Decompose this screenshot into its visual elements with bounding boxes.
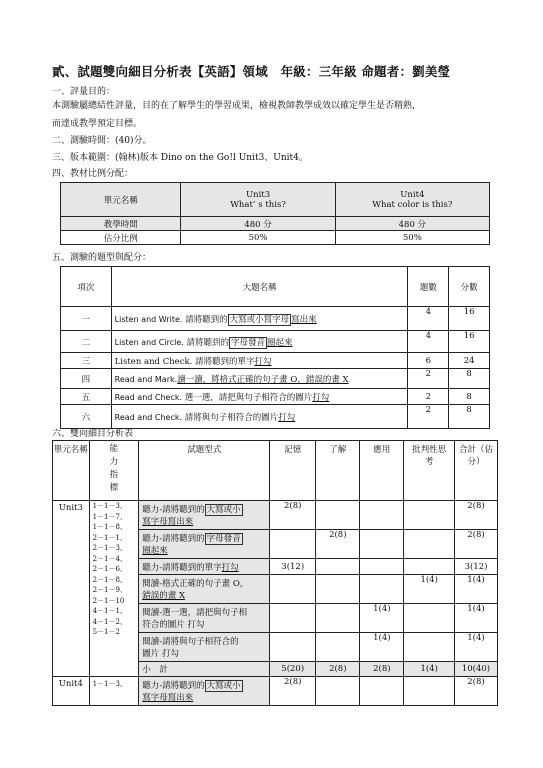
type-text-2: 圈起來 bbox=[142, 546, 168, 556]
type-header-text: 試題型式 bbox=[187, 445, 222, 455]
section-name bbox=[111, 307, 408, 331]
section-zh-end: 寫出來 bbox=[291, 314, 317, 325]
subtotal-memory: 5(20) bbox=[270, 662, 316, 677]
question-count: 2 bbox=[408, 369, 449, 389]
teaching-time-unit4: 480 分 bbox=[335, 217, 489, 231]
section-name bbox=[111, 369, 408, 389]
memory-value bbox=[270, 530, 316, 559]
section-en: Listen and Check. bbox=[114, 356, 193, 367]
question-count: 4 bbox=[408, 331, 449, 353]
understand-value bbox=[316, 559, 360, 575]
question-count: 2 bbox=[408, 405, 449, 429]
understand-value: 2(8) bbox=[316, 530, 360, 559]
page-title: 貳、試題雙向細目分析表【英語】領域 年級：三年級 命題者：劉美瑩 bbox=[52, 64, 451, 79]
subtotal-understand: 2(8) bbox=[316, 662, 360, 677]
section-3: 三、版本範圍：(翰林)版本 Dino on the Go!l Unit3、Unit4。 bbox=[52, 153, 308, 163]
indicator: 4－1－2、 bbox=[92, 617, 127, 626]
type-boxed: 大寫或小 bbox=[206, 505, 241, 515]
two-way-spec-table bbox=[52, 440, 498, 706]
section-underlined: 打勾 bbox=[278, 412, 296, 423]
question-type bbox=[139, 677, 270, 706]
indicator: 2－1－8、 bbox=[92, 575, 127, 584]
section-2: 二、測驗時間：(40)分。 bbox=[52, 136, 152, 146]
score-ratio-label: 佔分比例 bbox=[61, 231, 181, 245]
critical-value bbox=[404, 530, 455, 559]
section-name bbox=[111, 331, 408, 353]
apply-value bbox=[360, 559, 404, 575]
understand-header-text: 了解 bbox=[329, 445, 347, 455]
score-header: 分數 bbox=[449, 267, 490, 307]
section-en: Listen and Circle. bbox=[114, 337, 184, 347]
total-value: 1(4) bbox=[454, 575, 497, 604]
section-4-heading: 四、教材比例分配： bbox=[52, 169, 134, 179]
section-name bbox=[111, 353, 408, 369]
unit3-label: Unit3 bbox=[58, 503, 83, 513]
item-number: 六 bbox=[61, 405, 112, 429]
memory-value: 3(12) bbox=[270, 559, 316, 575]
ability-header-text: 能力指標 bbox=[109, 444, 119, 493]
total-value: 1(4) bbox=[454, 633, 497, 662]
total-value: 2(8) bbox=[454, 677, 497, 706]
subtotal-apply: 2(8) bbox=[360, 662, 404, 677]
table-row bbox=[61, 389, 490, 405]
understand-header bbox=[316, 441, 360, 501]
understand-value bbox=[316, 633, 360, 662]
section-en: Read and Check. bbox=[114, 392, 183, 402]
critical-header bbox=[404, 441, 455, 501]
subtotal-label: 小 計 bbox=[139, 662, 270, 677]
type-boxed: 大寫或小 bbox=[206, 681, 241, 691]
apply-header bbox=[360, 441, 404, 501]
total-value: 3(12) bbox=[454, 559, 497, 575]
apply-value bbox=[360, 677, 404, 706]
question-score: 24 bbox=[449, 353, 490, 369]
section-zh: 選一選，請把與句子相符合的圖片 bbox=[184, 392, 313, 403]
table-row bbox=[61, 369, 490, 389]
unit-name-header bbox=[53, 441, 90, 501]
question-type-table bbox=[60, 266, 490, 429]
indicator: 1－1－3、 bbox=[92, 502, 127, 510]
apply-value: 1(4) bbox=[360, 604, 404, 633]
unit4-cell bbox=[53, 677, 90, 706]
critical-header-text: 批判性思考 bbox=[412, 445, 447, 467]
item-header: 項次 bbox=[61, 267, 112, 307]
table-row bbox=[53, 677, 498, 706]
section-boxed: 大寫或小寫字母 bbox=[229, 314, 290, 325]
question-type bbox=[139, 575, 270, 604]
type-text: 閱讀-格式正確的句子畫 O， bbox=[142, 579, 249, 589]
teaching-time-unit3: 480 分 bbox=[181, 217, 335, 231]
memory-header bbox=[270, 441, 316, 501]
memory-header-text: 記憶 bbox=[284, 445, 302, 455]
indicator: 1－1－8、 bbox=[92, 523, 127, 531]
section-zh: 請將聽到的 bbox=[186, 337, 229, 348]
indicator: 1－1－3、 bbox=[92, 680, 127, 688]
unit3-cell bbox=[53, 501, 90, 677]
section-zh-end: 圈起來 bbox=[267, 337, 293, 348]
unit3-cell bbox=[181, 183, 335, 217]
unit3-question: What’ s this? bbox=[230, 199, 286, 210]
score-ratio-unit3: 50% bbox=[181, 231, 335, 245]
section-6-heading: 六、雙向細目分析表 bbox=[52, 429, 134, 439]
question-type bbox=[139, 604, 270, 633]
question-type bbox=[139, 559, 270, 575]
question-count: 6 bbox=[408, 353, 449, 369]
total-value: 2(8) bbox=[454, 501, 497, 530]
section-5-heading: 五、測驗的題型與配分： bbox=[52, 253, 152, 263]
teaching-time-label: 教學時間 bbox=[61, 217, 181, 231]
critical-value bbox=[404, 633, 455, 662]
type-text-2: 符合的圖片 打勾 bbox=[142, 620, 205, 630]
score-ratio-unit4: 50% bbox=[335, 231, 489, 245]
section-zh: 請將與句子相符合的圖片 bbox=[184, 412, 279, 423]
section-en: Listen and Write. bbox=[114, 314, 183, 324]
ability-header bbox=[89, 441, 139, 501]
type-text: 聽力-請將聽到的 bbox=[142, 681, 205, 691]
understand-value bbox=[316, 677, 360, 706]
question-score: 8 bbox=[449, 369, 490, 389]
indicator: 2－1－10 bbox=[92, 596, 125, 605]
type-text-2: 寫字母寫出來 bbox=[142, 693, 194, 703]
type-text: 聽力-請將聽到的 bbox=[142, 534, 205, 544]
section-underlined: 打勾 bbox=[254, 356, 272, 367]
type-text-2: 寫字母寫出來 bbox=[142, 517, 194, 527]
item-number: 五 bbox=[61, 389, 112, 405]
indicator: 5－1－2 bbox=[92, 628, 120, 636]
unit4-cell bbox=[335, 183, 489, 217]
apply-value bbox=[360, 501, 404, 530]
question-type bbox=[139, 633, 270, 662]
question-count: 4 bbox=[408, 307, 449, 331]
memory-value: 2(8) bbox=[270, 501, 316, 530]
understand-value bbox=[316, 575, 360, 604]
total-value: 1(4) bbox=[454, 604, 497, 633]
critical-value: 1(4) bbox=[404, 575, 455, 604]
question-type bbox=[139, 501, 270, 530]
question-type bbox=[139, 530, 270, 559]
section-1-line-2: 而達成教學預定目標。 bbox=[52, 119, 143, 129]
apply-value bbox=[360, 530, 404, 559]
section-underlined: 打勾 bbox=[312, 392, 330, 403]
indicator: 2－1－1、 bbox=[92, 533, 127, 542]
section-1-line-1: 本測驗屬總結性評量，目的在了解學生的學習成果，檢視教師教學成效以確定學生是否精熟， bbox=[52, 101, 422, 111]
critical-value bbox=[404, 677, 455, 706]
section-en: Read and Mark. bbox=[114, 374, 178, 384]
apply-value: 1(4) bbox=[360, 633, 404, 662]
item-number: 一 bbox=[61, 307, 112, 331]
indicator: 2－1－9、 bbox=[92, 586, 127, 594]
table-row bbox=[61, 353, 490, 369]
item-number: 四 bbox=[61, 369, 112, 389]
table-row bbox=[61, 307, 490, 331]
question-count: 2 bbox=[408, 389, 449, 405]
type-underlined: 打勾 bbox=[221, 562, 239, 573]
critical-value bbox=[404, 559, 455, 575]
section-1-heading: 一、評量目的： bbox=[52, 87, 116, 97]
type-text-2: 圖片 打勾 bbox=[142, 649, 179, 659]
type-boxed: 字母發音 bbox=[206, 534, 241, 544]
apply-value bbox=[360, 575, 404, 604]
section-name bbox=[111, 405, 408, 429]
material-ratio-table bbox=[60, 182, 490, 245]
type-header bbox=[139, 441, 270, 501]
critical-value bbox=[404, 501, 455, 530]
question-score: 16 bbox=[449, 307, 490, 331]
section-boxed: 字母發音 bbox=[231, 337, 266, 348]
memory-value: 2(8) bbox=[270, 677, 316, 706]
memory-value bbox=[270, 633, 316, 662]
understand-value bbox=[316, 501, 360, 530]
section-en: Read and Check. bbox=[114, 412, 183, 422]
total-header bbox=[454, 441, 497, 501]
subtotal-total: 10(40) bbox=[454, 662, 497, 677]
ability-indicators-unit3 bbox=[89, 501, 139, 677]
section-zh: 讀一讀，將格式正確的句子畫 O，錯誤的畫 X bbox=[177, 374, 349, 385]
table-row bbox=[61, 405, 490, 429]
memory-value bbox=[270, 604, 316, 633]
item-number: 三 bbox=[61, 353, 112, 369]
type-text-2: 錯誤的畫 X bbox=[142, 591, 186, 601]
item-number: 二 bbox=[61, 331, 112, 353]
unit-name-header-text: 單元名稱 bbox=[53, 445, 88, 455]
critical-value bbox=[404, 604, 455, 633]
indicator: 4－1－1、 bbox=[92, 607, 127, 615]
table-row bbox=[61, 331, 490, 353]
question-score: 8 bbox=[449, 389, 490, 405]
section-zh: 請將聽到的單字 bbox=[195, 356, 255, 367]
count-header: 題數 bbox=[408, 267, 449, 307]
memory-value bbox=[270, 575, 316, 604]
section-zh: 請將聽到的 bbox=[185, 314, 228, 325]
indicator: 2－1－4、 bbox=[92, 554, 127, 563]
unit4-label: Unit4 bbox=[58, 679, 83, 689]
subtotal-critical: 1(4) bbox=[404, 662, 455, 677]
section-name bbox=[111, 389, 408, 405]
indicator: 2－1－6、 bbox=[92, 565, 127, 573]
type-text: 閱讀-請將與句子相符合的 bbox=[142, 637, 239, 647]
unit4-question: What color is this? bbox=[372, 199, 453, 210]
table-row bbox=[53, 501, 498, 530]
apply-header-text: 應用 bbox=[373, 445, 391, 455]
unit-name-header: 單元名稱 bbox=[61, 183, 181, 217]
type-text: 聽力-請將聽到的 bbox=[142, 505, 205, 515]
question-score: 16 bbox=[449, 331, 490, 353]
total-value: 2(8) bbox=[454, 530, 497, 559]
unit4-label: Unit4 bbox=[400, 189, 425, 200]
understand-value bbox=[316, 604, 360, 633]
ability-indicators-unit4 bbox=[89, 677, 139, 706]
total-header-text: 合計（佔分） bbox=[458, 445, 493, 467]
question-score: 8 bbox=[449, 405, 490, 429]
unit3-label: Unit3 bbox=[245, 189, 271, 200]
section-name-header: 大題名稱 bbox=[111, 267, 408, 307]
type-text: 聽力-請將聽到的單字 bbox=[142, 562, 222, 573]
indicator: 2－1－3、 bbox=[92, 544, 127, 552]
indicator: 1－1－7、 bbox=[92, 512, 127, 521]
type-text: 閱讀-選一選，請把與句子相 bbox=[142, 608, 248, 618]
